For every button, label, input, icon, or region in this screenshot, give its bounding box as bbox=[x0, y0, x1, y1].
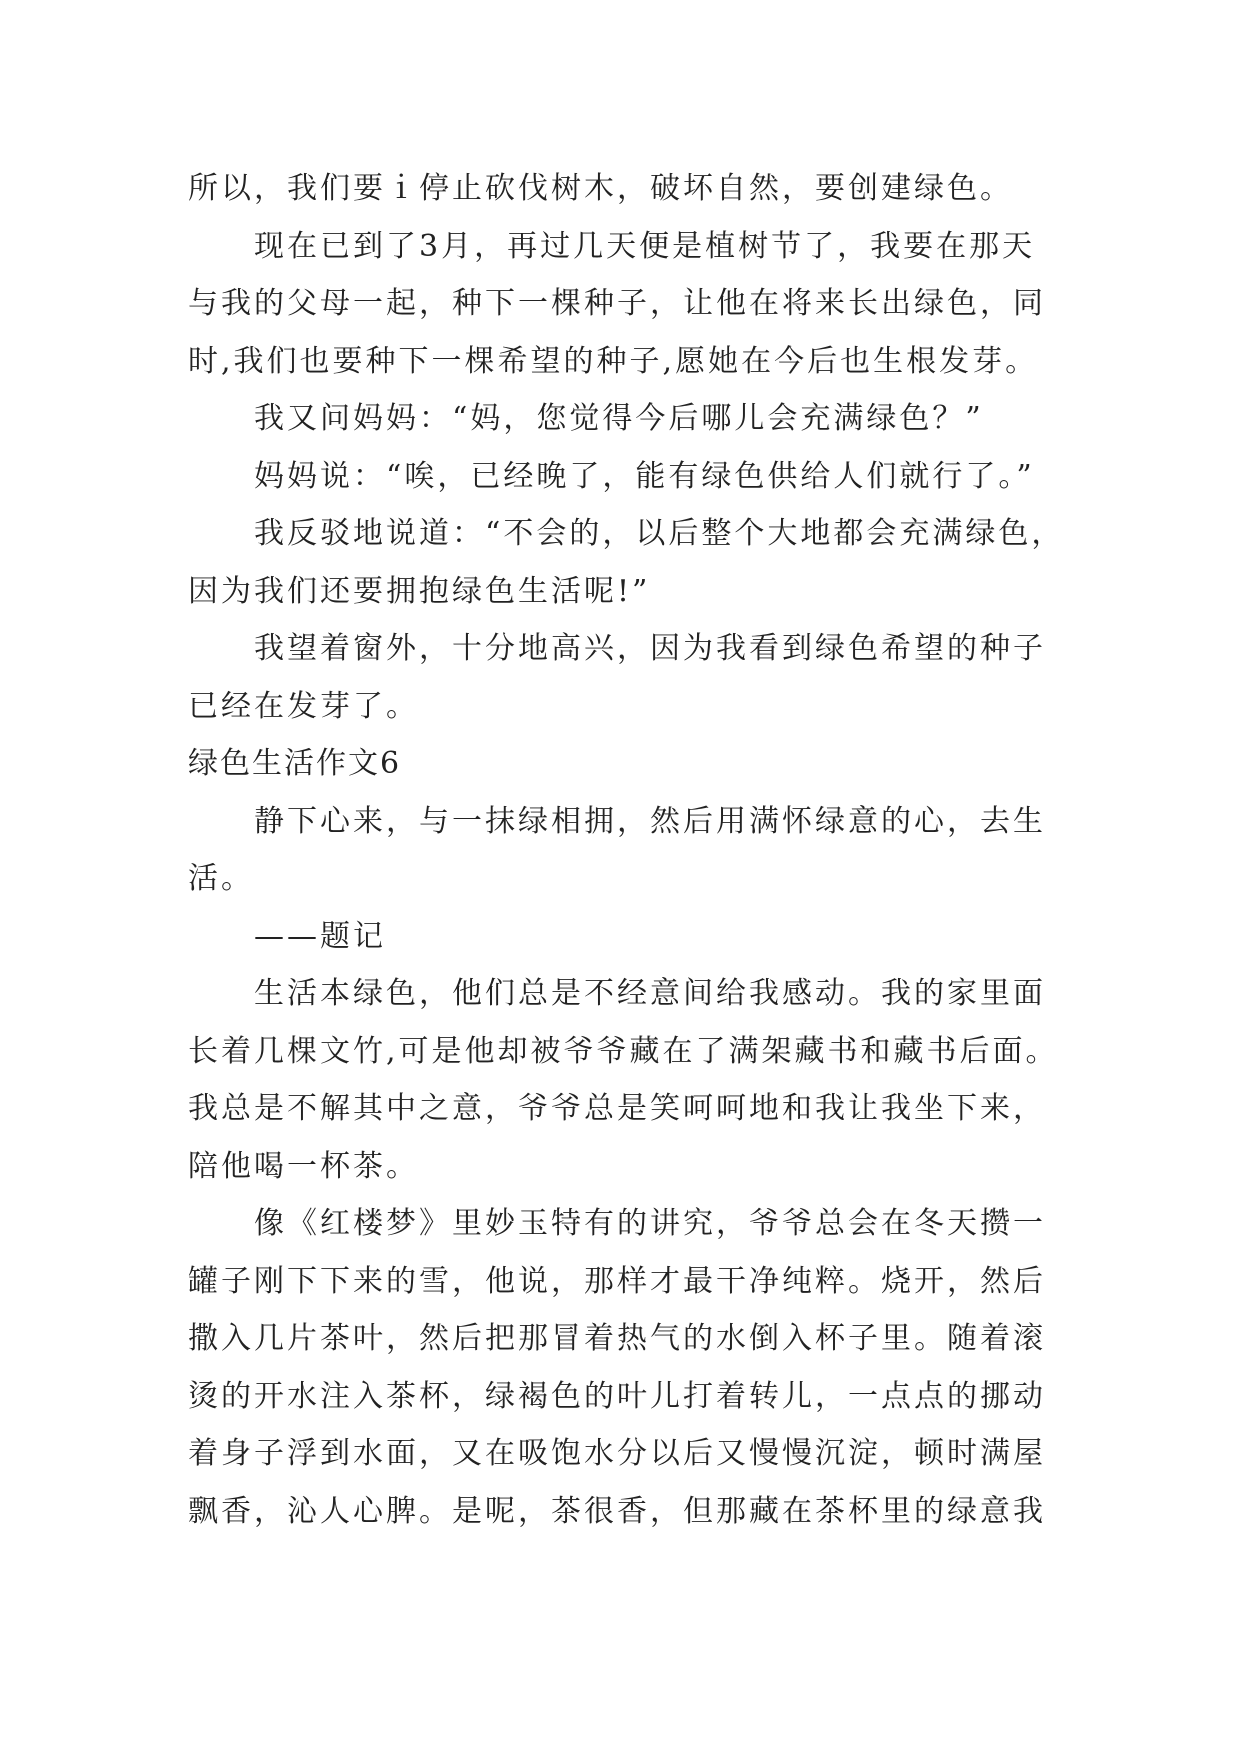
document-body bbox=[188, 160, 1068, 1540]
text-line: 与我的父母一起，种下一棵种子，让他在将来长出绿色，同 bbox=[188, 286, 1046, 321]
text-line: 着身子浮到水面，又在吸饱水分以后又慢慢沉淀，顿时满屋 bbox=[188, 1436, 1046, 1471]
text-line: 飘香，沁人心脾。是呢，茶很香，但那藏在茶杯里的绿意我 bbox=[188, 1493, 1046, 1529]
text-line: 我望着窗外，十分地高兴，因为我看到绿色希望的种子 bbox=[254, 631, 1046, 666]
text-line: 生活本绿色，他们总是不经意间给我感动。我的家里面 bbox=[254, 976, 1046, 1011]
text-line: 我总是不解其中之意，爷爷总是笑呵呵地和我让我坐下来， bbox=[188, 1091, 1046, 1126]
text-line: 因为我们还要拥抱绿色生活呢!” bbox=[188, 573, 651, 609]
text-line: 我又问妈妈：“妈，您觉得今后哪儿会充满绿色？” bbox=[254, 401, 984, 436]
epigraph-attribution: ——题记 bbox=[254, 918, 386, 954]
section-heading: 绿色生活作文6 bbox=[188, 746, 402, 781]
text-line: 我反驳地说道：“不会的，以后整个大地都会充满绿色， bbox=[254, 516, 1065, 551]
text-line: 静下心来，与一抹绿相拥，然后用满怀绿意的心，去生 bbox=[254, 803, 1046, 839]
text-line: 时,我们也要种下一棵希望的种子,愿她在今后也生根发芽。 bbox=[188, 343, 1039, 379]
text-line: 长着几棵文竹,可是他却被爷爷藏在了满架藏书和藏书后面。 bbox=[188, 1033, 1059, 1069]
text-line: 已经在发芽了。 bbox=[188, 688, 419, 724]
text-line: 妈妈说：“唉，已经晚了，能有绿色供给人们就行了。” bbox=[254, 458, 1035, 494]
text-line: 所以，我们要ｉ停止砍伐树木，破坏自然，要创建绿色。 bbox=[188, 171, 1013, 206]
text-line: 像《红楼梦》里妙玉特有的讲究，爷爷总会在冬天攒一 bbox=[254, 1206, 1046, 1241]
text-line: 陪他喝一杯茶。 bbox=[188, 1148, 419, 1184]
text-line: 现在已到了3月，再过几天便是植树节了，我要在那天 bbox=[254, 228, 1036, 264]
text-line: 撒入几片茶叶，然后把那冒着热气的水倒入杯子里。随着滚 bbox=[188, 1321, 1046, 1356]
text-line: 罐子刚下下来的雪，他说，那样才最干净纯粹。烧开，然后 bbox=[188, 1263, 1046, 1299]
text-line: 活。 bbox=[188, 861, 254, 896]
text-line: 烫的开水注入茶杯，绿褐色的叶儿打着转儿，一点点的挪动 bbox=[188, 1378, 1046, 1414]
